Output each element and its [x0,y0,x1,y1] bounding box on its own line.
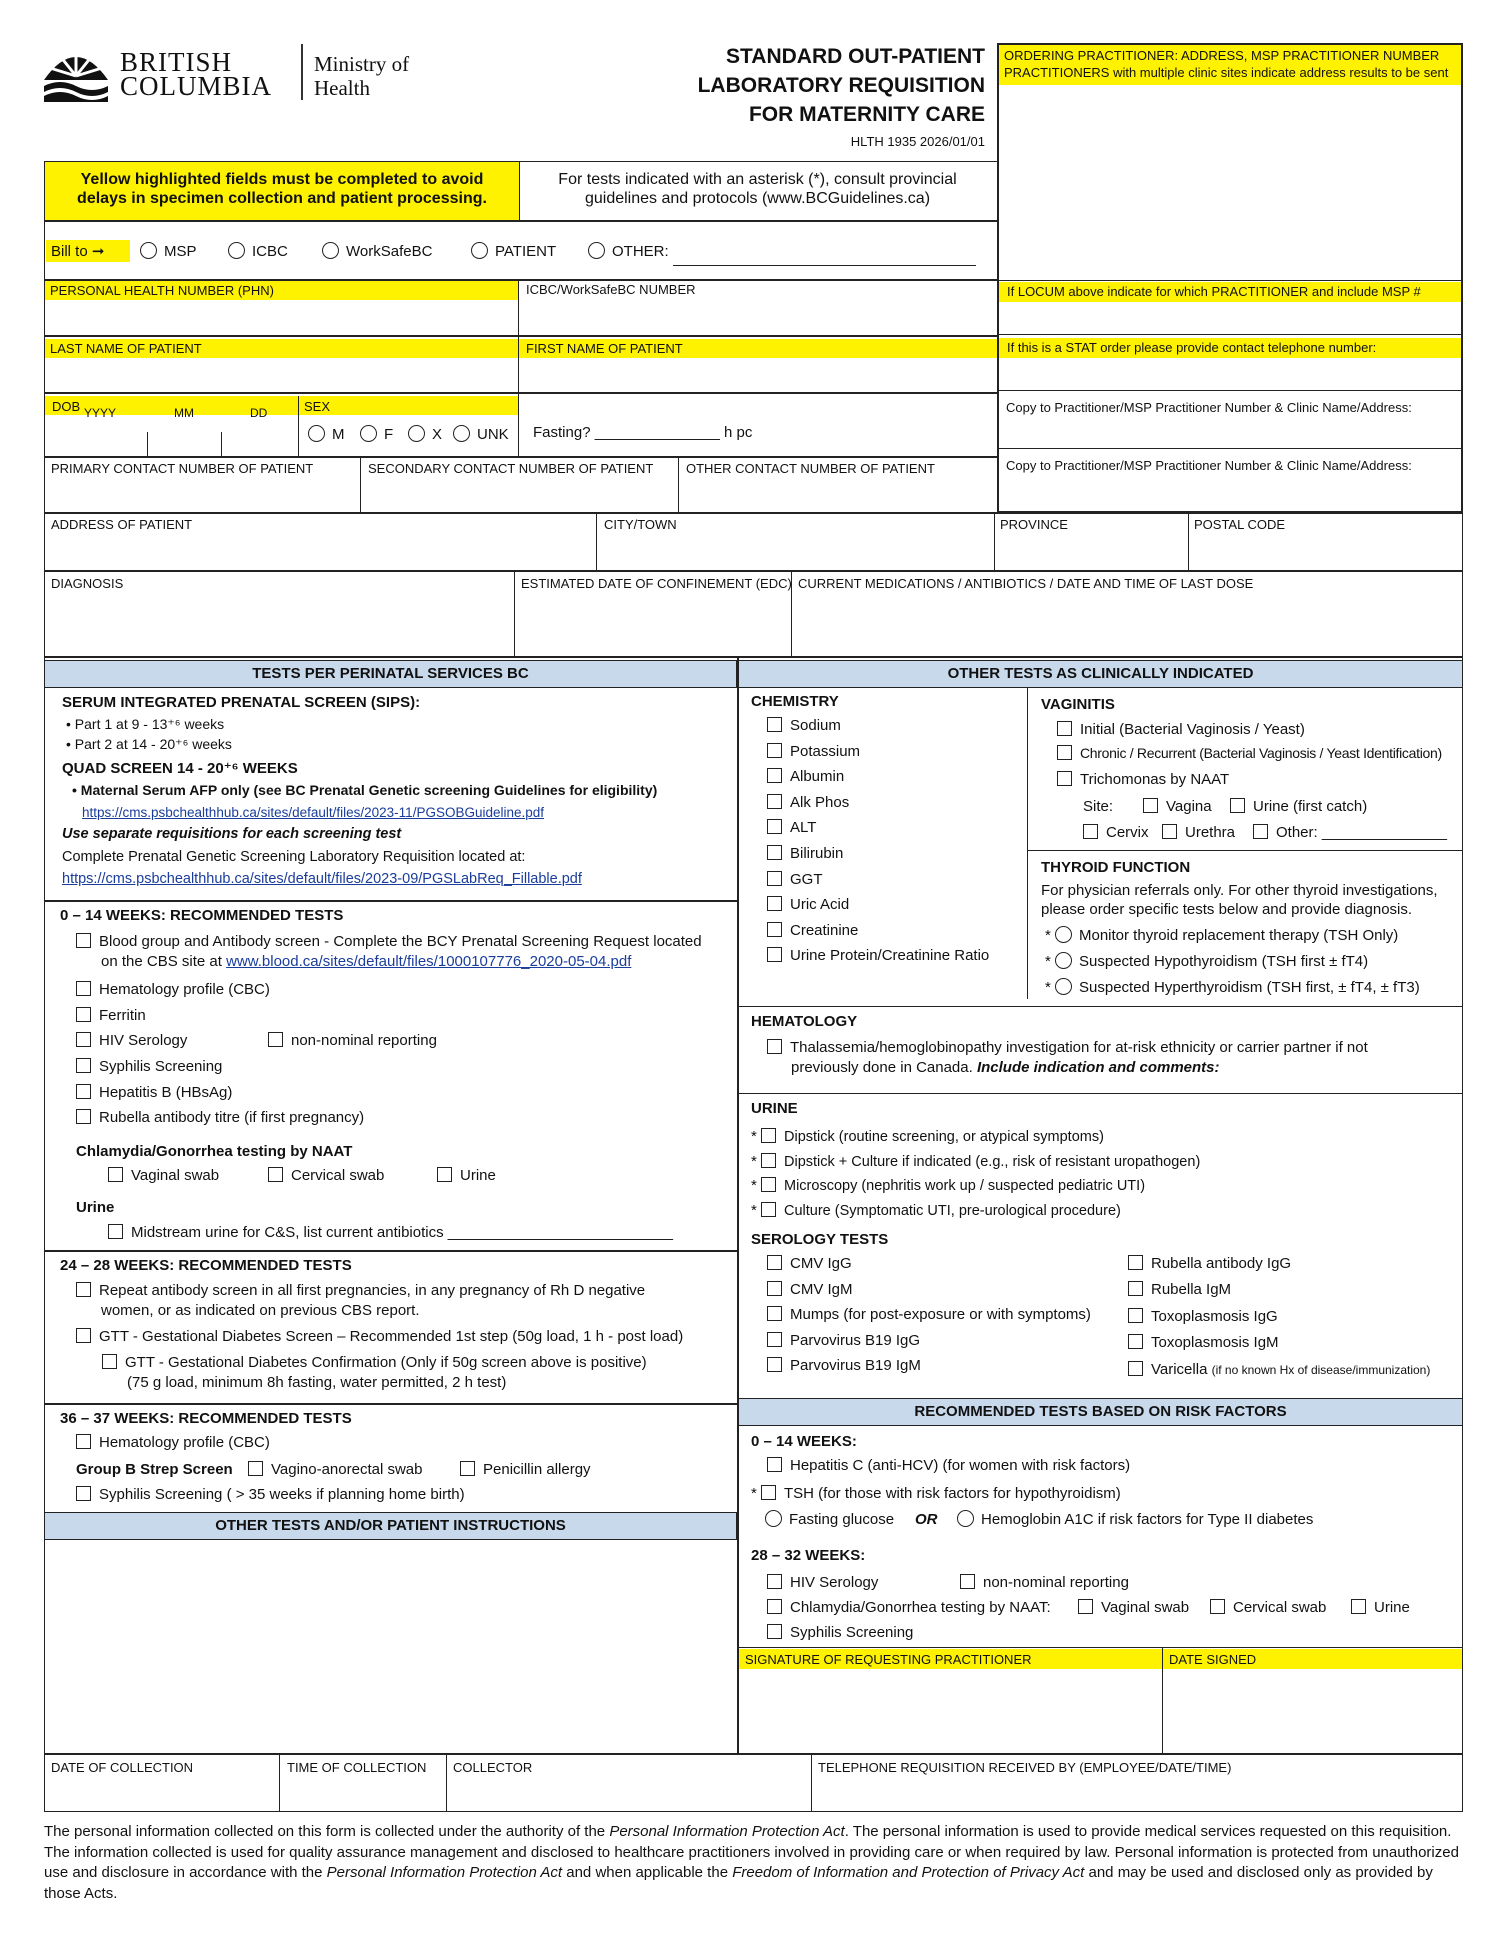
checkbox-icon [76,1032,91,1047]
urine-microscopy[interactable]: * Microscopy (nephritis work up / suspected pediatric UTI) [751,1177,1146,1194]
city-label: CITY/TOWN [604,517,677,532]
quad-title: QUAD SCREEN 14 - 20⁺⁶ WEEKS [62,760,298,777]
dob-yyyy: YYYY [84,406,117,420]
checkbox-icon [108,1167,123,1182]
cbc2-item[interactable]: Hematology profile (CBC) [76,1433,270,1452]
complete-note: Complete Prenatal Genetic Screening Laboratory Requisition located at: [62,849,526,865]
checkbox-icon [767,1624,782,1639]
checkbox-icon [761,1202,776,1217]
radio-icon [453,425,470,442]
checkbox-icon [1230,798,1245,813]
dob-input[interactable] [45,418,298,456]
blood-group-item[interactable]: Blood group and Antibody screen - Complete the BCY Prenatal Screening Request located [76,932,702,951]
trichomonas-item[interactable]: Trichomonas by NAAT [1057,770,1229,789]
checkbox-icon [76,981,91,996]
serology-right-item[interactable]: Rubella IgM [1128,1280,1231,1299]
province-label: PROVINCE [1000,517,1068,532]
collector-label: COLLECTOR [453,1760,533,1775]
hepc-item[interactable]: Hepatitis C (anti-HCV) (for women with risk factors) [767,1456,1130,1475]
chemistry-item[interactable]: Uric Acid [767,895,849,914]
risk-28-32-title: 28 – 32 WEEKS: [751,1547,866,1564]
checkbox-icon [1078,1599,1093,1614]
sex-x[interactable]: X [408,425,442,444]
checkbox-icon [460,1461,475,1476]
tsh-item[interactable]: * TSH (for those with risk factors for hypothyroidism) [751,1485,1121,1502]
checkbox-icon [1128,1308,1143,1323]
checkbox-icon [76,1109,91,1124]
checkbox-icon [76,1486,91,1501]
radio-icon [1055,926,1072,943]
checkbox-icon [767,717,782,732]
chemistry-item[interactable]: ALT [767,818,816,837]
checkbox-icon [767,1599,782,1614]
hiv-item[interactable]: HIV Serology [76,1031,187,1050]
syphilis-risk-item[interactable]: Syphilis Screening [767,1623,913,1642]
ordering-practitioner-label: ORDERING PRACTITIONER: ADDRESS, MSP PRACTITIONER NUMBER PRACTITIONERS with multiple clinic sites indicate address results to be sent [999,45,1461,85]
penicillin-item[interactable]: Penicillin allergy [460,1460,591,1479]
guideline-link[interactable]: https://cms.psbchealthhub.ca/sites/default/files/2023-11/PGSOBGuideline.pdf [82,805,545,820]
thyroid-monitor[interactable]: * Monitor thyroid replacement therapy (TSH Only) [1045,927,1399,944]
date-collection-label: DATE OF COLLECTION [51,1760,194,1775]
radio-icon [408,425,425,442]
logo-british: BRITISH [120,47,233,77]
checkbox-icon [767,947,782,962]
edc-label: ESTIMATED DATE OF CONFINEMENT (EDC) [521,576,792,591]
first-name-label: FIRST NAME OF PATIENT [519,339,997,358]
telephone-label: TELEPHONE REQUISITION RECEIVED BY (EMPLOYEE/DATE/TIME) [818,1760,1232,1775]
checkbox-icon [1162,824,1177,839]
blood-group-note: on the CBS site at [101,953,227,970]
thyroid-note1: For physician referrals only. For other thyroid investigations, [1041,882,1438,899]
syphilis2-item[interactable]: Syphilis Screening ( > 35 weeks if planning home birth) [76,1485,465,1504]
urine-risk[interactable]: Urine [1351,1598,1410,1617]
checkbox-icon [761,1128,776,1143]
serology-left-item[interactable]: Parvovirus B19 IgM [767,1356,921,1375]
checkbox-icon [108,1224,123,1239]
checkbox-icon [767,1255,782,1270]
radio-icon [471,242,488,259]
checkbox-icon [1128,1334,1143,1349]
time-collection-label: TIME OF COLLECTION [287,1760,427,1775]
or-label: OR [915,1511,938,1528]
ordering-practitioner-box[interactable] [997,43,1463,513]
chemistry-title: CHEMISTRY [751,693,839,710]
stat-label: If this is a STAT order please provide contact telephone number: [999,338,1461,358]
dob-label: DOB [52,399,81,414]
radio-icon [765,1510,782,1527]
risk-0-14-title: 0 – 14 WEEKS: [751,1433,857,1450]
thalassemia-note: previously done in Canada. [791,1059,977,1076]
checkbox-icon [76,1058,91,1073]
non-nominal-item[interactable]: non-nominal reporting [268,1031,437,1050]
chemistry-item[interactable]: Albumin [767,767,844,786]
requisition-link[interactable]: https://cms.psbchealthhub.ca/sites/default/files/2023-09/PGSLabReq_Fillable.pdf [62,871,582,887]
radio-icon [957,1510,974,1527]
bill-icbc[interactable]: ICBC [228,242,288,261]
sex-label: SEX [304,399,331,414]
serology-right-item[interactable]: Rubella antibody IgG [1128,1254,1291,1273]
site-urethra[interactable]: Urethra [1162,823,1235,842]
checkbox-icon [76,1434,91,1449]
checkbox-icon [248,1461,263,1476]
sips-part1: • Part 1 at 9 - 13⁺⁶ weeks [66,716,225,732]
non-nominal-risk-item[interactable]: non-nominal reporting [960,1573,1129,1592]
checkbox-icon [1253,824,1268,839]
urine-naat-item[interactable]: Urine [437,1166,496,1185]
sex-m[interactable]: M [308,425,345,444]
repeat-antibody-note: women, or as indicated on previous CBS report. [101,1302,420,1319]
cervical-swab-risk[interactable]: Cervical swab [1210,1598,1326,1617]
dob-dd: DD [250,406,268,420]
site-cervix[interactable]: Cervix [1083,823,1149,842]
checkbox-icon [767,743,782,758]
serology-left-item[interactable]: CMV IgG [767,1254,852,1273]
quad-afp: • Maternal Serum AFP only (see BC Prenatal Genetic screening Guidelines for eligibility) [72,782,658,798]
other-tests-input[interactable] [45,1540,737,1753]
hiv-risk-item[interactable]: HIV Serology [767,1573,878,1592]
form-title: STANDARD OUT-PATIENT LABORATORY REQUISITION FOR MATERNITY CARE [697,45,985,126]
radio-icon [360,425,377,442]
checkbox-icon [767,1457,782,1472]
checkbox-icon [268,1032,283,1047]
sips-part2: • Part 2 at 14 - 20⁺⁶ weeks [66,736,232,752]
gbs-title: Group B Strep Screen [76,1461,233,1478]
varicella-note: (if no known Hx of disease/immunization) [1211,1362,1431,1377]
vagino-anorectal-item[interactable]: Vagino-anorectal swab [248,1460,422,1479]
cbc-item[interactable]: Hematology profile (CBC) [76,980,270,999]
checkbox-icon [76,1328,91,1343]
cervical-swab-item[interactable]: Cervical swab [268,1166,384,1185]
chemistry-item[interactable]: Potassium [767,742,860,761]
ministry-of: Ministry of [314,52,410,76]
checkbox-icon [960,1574,975,1589]
weeks-0-14-title: 0 – 14 WEEKS: RECOMMENDED TESTS [60,907,344,924]
ferritin-item[interactable]: Ferritin [76,1006,146,1025]
syphilis-item[interactable]: Syphilis Screening [76,1057,222,1076]
last-name-label: LAST NAME OF PATIENT [45,339,518,358]
checkbox-icon [1083,824,1098,839]
serology-title: SEROLOGY TESTS [751,1231,889,1248]
thyroid-title: THYROID FUNCTION [1041,859,1191,876]
asterisk-notice: For tests indicated with an asterisk (*), consult provincial guidelines and protocols (www.BCGuidelines.ca) [558,171,957,207]
bill-patient[interactable]: PATIENT [471,242,556,261]
checkbox-icon [268,1167,283,1182]
thalassemia-item[interactable]: Thalassemia/hemoglobinopathy investigation for at-risk ethnicity or carrier partner if not [767,1038,1368,1057]
separate-note: Use separate requisitions for each screening test [62,826,402,842]
health: Health [314,76,370,100]
thyroid-note2: please order specific tests below and provide diagnosis. [1041,901,1413,918]
checkbox-icon [76,1007,91,1022]
checkbox-icon [767,768,782,783]
bill-msp[interactable]: MSP [140,242,197,261]
chemistry-item[interactable]: Creatinine [767,921,858,940]
checkbox-icon [767,871,782,886]
checkbox-icon [102,1354,117,1369]
checkbox-icon [761,1485,776,1500]
other-tests-header: OTHER TESTS AND/OR PATIENT INSTRUCTIONS [44,1512,737,1540]
blood-link[interactable]: www.blood.ca/sites/default/files/1000107776_2020-05-04.pdf [226,953,632,970]
bill-other[interactable]: OTHER: [588,242,669,261]
diagnosis-label: DIAGNOSIS [51,576,124,591]
checkbox-icon [767,1357,782,1372]
gtt-confirm-item[interactable]: GTT - Gestational Diabetes Confirmation (Only if 50g screen above is positive) [102,1353,647,1372]
checkbox-icon [1057,771,1072,786]
bill-other-line[interactable] [673,265,976,266]
serology-left-item[interactable]: Mumps (for post-exposure or with symptoms) [767,1305,1091,1324]
sex-unk[interactable]: UNK [453,425,509,444]
midstream-item[interactable]: Midstream urine for C&S, list current antibiotics ___________________________ [108,1223,673,1242]
checkbox-icon [1143,798,1158,813]
serology-right-item[interactable]: Toxoplasmosis IgG [1128,1307,1278,1326]
sun-mountain-logo-icon [42,42,110,104]
site-other[interactable]: Other: _______________ [1253,823,1447,842]
radio-icon [308,425,325,442]
vaginal-swab-risk[interactable]: Vaginal swab [1078,1598,1189,1617]
address-label: ADDRESS OF PATIENT [51,517,193,532]
urine-dipstick-culture[interactable]: * Dipstick + Culture if indicated (e.g., risk of resistant uropathogen) [751,1153,1201,1170]
checkbox-icon [1128,1255,1143,1270]
checkbox-icon [1210,1599,1225,1614]
checkbox-icon [1351,1599,1366,1614]
signature-input[interactable] [740,1670,1161,1752]
sips-title: SERUM INTEGRATED PRENATAL SCREEN (SIPS): [62,694,421,711]
site-vagina[interactable]: Vagina [1143,797,1212,816]
radio-icon [588,242,605,259]
chlamydia-risk-item[interactable]: Chlamydia/Gonorrhea testing by NAAT: [767,1598,1051,1617]
checkbox-icon [761,1153,776,1168]
checkbox-icon [767,845,782,860]
yellow-notice: Yellow highlighted fields must be completed to avoid delays in specimen collection and patient processing. [45,162,519,220]
left-header: TESTS PER PERINATAL SERVICES BC [44,660,737,688]
urine-title-right: URINE [751,1100,798,1117]
thyroid-hypo[interactable]: * Suspected Hypothyroidism (TSH first ± fT4) [1045,953,1369,970]
chemistry-item[interactable]: Alk Phos [767,793,849,812]
dob-mm: MM [174,406,194,420]
chemistry-item[interactable]: Bilirubin [767,844,843,863]
gtt-screen-item[interactable]: GTT - Gestational Diabetes Screen – Recommended 1st step (50g load, 1 h - post load) [76,1327,683,1346]
signature-label: SIGNATURE OF REQUESTING PRACTITIONER [739,1649,1162,1669]
checkbox-icon [767,896,782,911]
radio-icon [1055,952,1072,969]
rubella-titre-item[interactable]: Rubella antibody titre (if first pregnancy) [76,1108,364,1127]
form-code: HLTH 1935 2026/01/01 [850,134,985,149]
checkbox-icon [767,1332,782,1347]
bill-worksafebc[interactable]: WorkSafeBC [322,242,432,261]
checkbox-icon [1057,745,1072,760]
meds-label: CURRENT MEDICATIONS / ANTIBIOTICS / DATE AND TIME OF LAST DOSE [798,576,1254,591]
checkbox-icon [1057,721,1072,736]
vaginal-swab-item[interactable]: Vaginal swab [108,1166,219,1185]
hepb-item[interactable]: Hepatitis B (HBsAg) [76,1083,232,1102]
checkbox-icon [767,794,782,809]
icbc-number-label: ICBC/WorkSafeBC NUMBER [526,282,696,297]
copy-to-2: Copy to Practitioner/MSP Practitioner Number & Clinic Name/Address: [1006,458,1412,473]
site-label: Site: [1083,798,1114,815]
checkbox-icon [1128,1361,1143,1376]
sex-f[interactable]: F [360,425,393,444]
vaginitis-title: VAGINITIS [1041,696,1115,713]
locum-label: If LOCUM above indicate for which PRACTITIONER and include MSP # [999,282,1461,302]
checkbox-icon [1128,1281,1143,1296]
fasting-field[interactable]: Fasting? _______________ h pc [533,424,753,441]
fasting-glucose-item[interactable]: Fasting glucose [765,1510,894,1529]
date-signed-label: DATE SIGNED [1163,1649,1462,1669]
vag-chronic-item[interactable]: Chronic / Recurrent (Bacterial Vaginosis / Yeast Identification) [1057,744,1442,763]
radio-icon [322,242,339,259]
phn-input[interactable] [45,300,518,335]
thyroid-hyper[interactable]: * Suspected Hyperthyroidism (TSH first, ± fT4, ± fT3) [1045,979,1420,996]
a1c-item[interactable]: Hemoglobin A1C if risk factors for Type II diabetes [957,1510,1313,1529]
radio-icon [140,242,157,259]
primary-contact-label: PRIMARY CONTACT NUMBER OF PATIENT [51,461,314,476]
phn-label: PERSONAL HEALTH NUMBER (PHN) [45,281,518,300]
site-urine[interactable]: Urine (first catch) [1230,797,1367,816]
checkbox-icon [76,1084,91,1099]
checkbox-icon [76,933,91,948]
checkbox-icon [767,922,782,937]
checkbox-icon [767,1281,782,1296]
radio-icon [228,242,245,259]
checkbox-icon [767,1039,782,1054]
serology-left-item[interactable]: CMV IgM [767,1280,853,1299]
secondary-contact-label: SECONDARY CONTACT NUMBER OF PATIENT [368,461,654,476]
vag-initial-item[interactable]: Initial (Bacterial Vaginosis / Yeast) [1057,720,1305,739]
weeks-24-28-title: 24 – 28 WEEKS: RECOMMENDED TESTS [60,1257,352,1274]
bill-to-label: Bill to ➞ [46,240,130,262]
other-contact-label: OTHER CONTACT NUMBER OF PATIENT [686,461,935,476]
gtt-confirm-note: (75 g load, minimum 8h fasting, water permitted, 2 h test) [127,1374,507,1391]
bc-logo [42,40,442,110]
checkbox-icon [437,1167,452,1182]
checkbox-icon [767,1306,782,1321]
serology-right-item[interactable]: Toxoplasmosis IgM [1128,1333,1279,1352]
hematology-title: HEMATOLOGY [751,1013,858,1030]
chemistry-item[interactable]: Sodium [767,716,841,735]
chemistry-item[interactable]: Urine Protein/Creatinine Ratio [767,946,989,965]
chlamydia-title: Chlamydia/Gonorrhea testing by NAAT [76,1143,353,1160]
serology-left-item[interactable]: Parvovirus B19 IgG [767,1331,920,1350]
risk-header: RECOMMENDED TESTS BASED ON RISK FACTORS [738,1398,1463,1426]
serology-right-item[interactable]: Varicella (if no known Hx of disease/immunization) [1128,1360,1430,1380]
repeat-antibody-item[interactable]: Repeat antibody screen in all first pregnancies, in any pregnancy of Rh D negative [76,1281,645,1300]
checkbox-icon [76,1282,91,1297]
privacy-statement: The personal information collected on this form is collected under the authority of the Personal Information Protection Act. The personal information is used to provide medical services requested on this requisition. The information collected is used for quality assurance management and disclosed to healthcare practitioners involved in providing care or when required by law. Personal information is protected from unauthorized use and disclosure in accordance with the Personal Information Protection Act and when applicable the Freedom of Information and Protection of Privacy Act and may be used and disclosed only as provided by those Acts. [44,1823,1459,1902]
radio-icon [1055,978,1072,995]
checkbox-icon [761,1177,776,1192]
urine-title: Urine [76,1199,115,1216]
thalassemia-include: Include indication and comments: [976,1059,1220,1076]
weeks-36-37-title: 36 – 37 WEEKS: RECOMMENDED TESTS [60,1410,352,1427]
urine-culture[interactable]: * Culture (Symptomatic UTI, pre-urological procedure) [751,1202,1121,1219]
checkbox-icon [767,1574,782,1589]
copy-to-1: Copy to Practitioner/MSP Practitioner Number & Clinic Name/Address: [1006,400,1412,415]
postal-code-label: POSTAL CODE [1194,517,1286,532]
right-header: OTHER TESTS AS CLINICALLY INDICATED [738,660,1463,688]
checkbox-icon [767,819,782,834]
logo-columbia: COLUMBIA [120,71,273,101]
urine-dipstick[interactable]: * Dipstick (routine screening, or atypical symptoms) [751,1128,1104,1145]
chemistry-item[interactable]: GGT [767,870,823,889]
date-signed-input[interactable] [1164,1670,1461,1752]
